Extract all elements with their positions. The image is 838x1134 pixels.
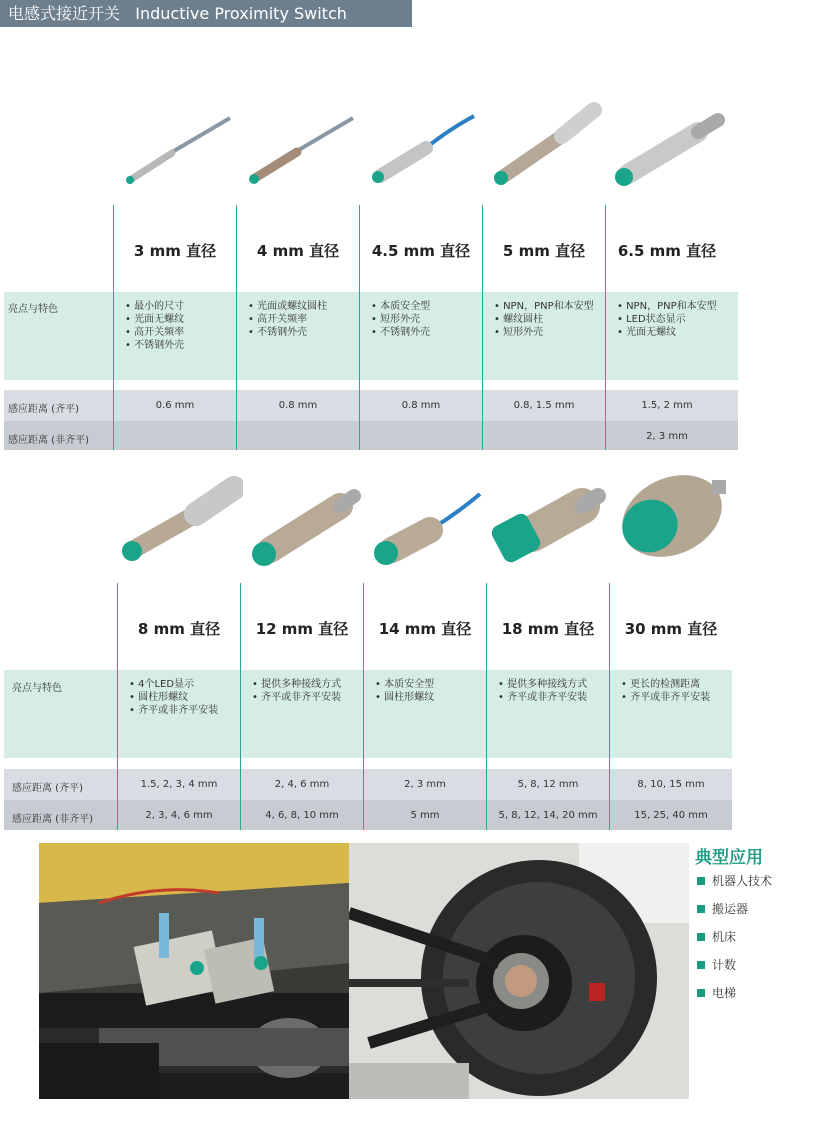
flush-distance: 5, 8, 12 mm xyxy=(517,779,579,790)
column-title: 18 mm 直径 xyxy=(501,620,595,638)
column-title: 6.5 mm 直径 xyxy=(617,242,717,260)
flush-distance: 1.5, 2 mm xyxy=(641,400,693,411)
feature-list xyxy=(498,678,614,704)
flush-distance: 1.5, 2, 3, 4 mm xyxy=(140,779,218,790)
feature-item: • 提供多种接线方式 xyxy=(252,678,368,691)
application-item xyxy=(697,984,736,1001)
feature-list xyxy=(617,300,733,339)
feature-item: • 螺纹圆柱 xyxy=(494,313,610,326)
nonflush-distance: 2, 3, 4, 6 mm xyxy=(145,810,213,821)
feature-item: • 最小的尺寸 xyxy=(125,300,241,313)
flush-distance: 0.8 mm xyxy=(401,400,441,411)
feature-item: • 不锈钢外壳 xyxy=(125,339,241,352)
feature-item: • NPN，PNP和本安型 xyxy=(494,300,610,313)
features-label: 亮点与特色 xyxy=(8,304,58,315)
flush-distance: 0.8 mm xyxy=(278,400,318,411)
feature-list xyxy=(248,300,364,339)
nonflush-distance: 15, 25, 40 mm xyxy=(634,810,708,821)
feature-list xyxy=(125,300,241,352)
sensor-4mm-image xyxy=(245,110,355,190)
sensor-12mm-image xyxy=(248,478,363,573)
feature-list xyxy=(494,300,610,339)
application-item xyxy=(697,956,736,973)
feature-item: • 不锈钢外壳 xyxy=(248,326,364,339)
feature-item: • 齐平或非齐平安装 xyxy=(621,691,737,704)
nonflush-label: 感应距离 (非齐平) xyxy=(12,814,93,825)
feature-item: • 圆柱形螺纹 xyxy=(375,691,491,704)
sensor-5mm-image xyxy=(490,98,605,190)
feature-item: • 本质安全型 xyxy=(371,300,487,313)
flush-label: 感应距离 (齐平) xyxy=(12,783,83,794)
column-divider xyxy=(363,583,364,830)
application-label: 计数 xyxy=(712,958,737,972)
column-title: 3 mm 直径 xyxy=(133,242,217,260)
feature-item: • 齐平或非齐平安装 xyxy=(129,704,245,717)
sensor-14mm-image xyxy=(370,486,485,571)
sensor-8mm-image xyxy=(118,470,243,570)
applications-title: 典型应用 xyxy=(695,848,763,868)
column-title: 4.5 mm 直径 xyxy=(371,242,471,260)
column-title: 12 mm 直径 xyxy=(255,620,349,638)
feature-item: • 提供多种接线方式 xyxy=(498,678,614,691)
column-divider xyxy=(117,583,118,830)
flush-distance: 0.6 mm xyxy=(155,400,195,411)
sensor-4-5mm-image xyxy=(368,110,478,190)
feature-item: • 齐平或非齐平安装 xyxy=(252,691,368,704)
flush-distance: 8, 10, 15 mm xyxy=(637,779,705,790)
feature-item: • 本质安全型 xyxy=(375,678,491,691)
nonflush-distance: 5, 8, 12, 14, 20 mm xyxy=(498,810,598,821)
column-title: 5 mm 直径 xyxy=(502,242,586,260)
feature-list xyxy=(621,678,737,704)
feature-item: • 短形外壳 xyxy=(371,313,487,326)
flush-distance: 2, 4, 6 mm xyxy=(274,779,330,790)
square-bullet-icon xyxy=(697,961,705,969)
feature-list xyxy=(371,300,487,339)
feature-item: • 高开关频率 xyxy=(248,313,364,326)
column-divider xyxy=(113,205,114,450)
nonflush-distance: 4, 6, 8, 10 mm xyxy=(265,810,339,821)
sensor-18mm-image xyxy=(492,478,610,573)
flush-label: 感应距离 (齐平) xyxy=(8,404,79,415)
flush-distance: 2, 3 mm xyxy=(404,779,446,790)
nonflush-distance: 5 mm xyxy=(410,810,440,821)
column-title: 8 mm 直径 xyxy=(137,620,221,638)
application-item xyxy=(697,872,772,889)
flush-distance: 0.8, 1.5 mm xyxy=(513,400,575,411)
feature-item: • 光面无螺纹 xyxy=(617,326,733,339)
feature-item: • 不锈钢外壳 xyxy=(371,326,487,339)
square-bullet-icon xyxy=(697,905,705,913)
application-label: 电梯 xyxy=(712,986,737,1000)
column-title: 30 mm 直径 xyxy=(624,620,718,638)
application-item xyxy=(697,928,736,945)
feature-item: • 光面或螺纹圆柱 xyxy=(248,300,364,313)
application-label: 机器人技术 xyxy=(712,874,773,888)
feature-list xyxy=(129,678,245,717)
square-bullet-icon xyxy=(697,989,705,997)
feature-item: • 短形外壳 xyxy=(494,326,610,339)
feature-list xyxy=(252,678,368,704)
column-title: 14 mm 直径 xyxy=(378,620,472,638)
sensor-3mm-image xyxy=(122,110,232,190)
square-bullet-icon xyxy=(697,877,705,885)
feature-list xyxy=(375,678,491,704)
feature-item: • 齐平或非齐平安装 xyxy=(498,691,614,704)
application-label: 机床 xyxy=(712,930,737,944)
column-divider xyxy=(486,583,487,830)
application-item xyxy=(697,900,748,917)
column-divider xyxy=(609,583,610,830)
square-bullet-icon xyxy=(697,933,705,941)
feature-item: • 4个LED显示 xyxy=(129,678,245,691)
feature-item: • 圆柱形螺纹 xyxy=(129,691,245,704)
feature-item: • NPN，PNP和本安型 xyxy=(617,300,733,313)
feature-item: • 光面无螺纹 xyxy=(125,313,241,326)
column-title: 4 mm 直径 xyxy=(256,242,340,260)
application-photo-conveyor xyxy=(39,843,349,1099)
nonflush-label: 感应距离 (非齐平) xyxy=(8,435,89,446)
page-header: 电感式接近开关 Inductive Proximity Switch xyxy=(0,0,412,27)
application-photo-wheel xyxy=(349,843,689,1099)
feature-item: • 更长的检测距离 xyxy=(621,678,737,691)
feature-item: • 高开关频率 xyxy=(125,326,241,339)
sensor-30mm-image xyxy=(612,468,730,568)
application-label: 搬运器 xyxy=(712,902,749,916)
nonflush-distance: 2, 3 mm xyxy=(646,431,688,442)
feature-item: • LED状态显示 xyxy=(617,313,733,326)
sensor-6-5mm-image xyxy=(612,108,727,193)
features-label: 亮点与特色 xyxy=(12,683,62,694)
